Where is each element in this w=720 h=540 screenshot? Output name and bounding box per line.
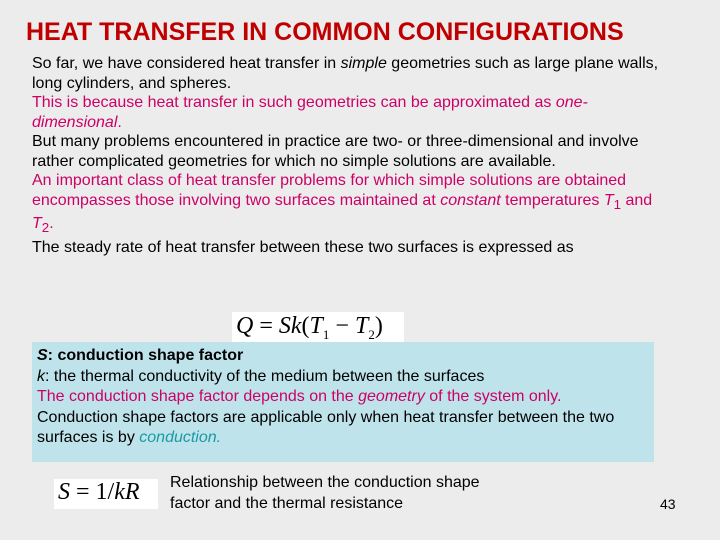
resistance-formula: S = 1/kR bbox=[58, 479, 140, 505]
resistance-equation bbox=[54, 479, 158, 509]
paragraph-2: This is because heat transfer in such geometries can be approximated as one-dimensional. bbox=[32, 94, 588, 131]
shape-factor-definition-box bbox=[32, 342, 654, 462]
emphasis-conduction: conduction. bbox=[139, 429, 222, 446]
page-number: 43 bbox=[660, 496, 676, 512]
heat-rate-formula: $Q = Sk(T_1 - T_2)$ bbox=[236, 313, 383, 342]
paragraph-4: An important class of heat transfer problems for which simple solutions are obtained encompasses those involving two surfaces maintained at constant temperatures $T_1$ and $T_2$. bbox=[32, 172, 653, 236]
emphasis-geometry: geometry bbox=[358, 388, 425, 405]
shape-factor-text bbox=[37, 346, 649, 449]
emphasis-one-dimensional: one-dimensional bbox=[32, 94, 588, 131]
k-definition: k: the thermal conductivity of the medium between the surfaces bbox=[37, 367, 485, 385]
paragraph-3: But many problems encountered in practice are two- or three-dimensional and involve rather complicated geometries for which no simple solutions are available. bbox=[32, 133, 639, 170]
s-definition: S: conduction shape factor bbox=[37, 347, 244, 364]
body-text bbox=[32, 54, 672, 257]
paragraph-5: The steady rate of heat transfer between these two surfaces is expressed as bbox=[32, 238, 574, 256]
heat-rate-equation bbox=[232, 312, 404, 344]
relation-caption: Relationship between the conduction shape factor and the thermal resistance bbox=[170, 474, 480, 512]
geometry-dependence: The conduction shape factor depends on the geometry of the system only. bbox=[37, 388, 562, 405]
slide-title: HEAT TRANSFER IN COMMON CONFIGURATIONS bbox=[26, 18, 624, 46]
conduction-applicability: Conduction shape factors are applicable only when heat transfer between the two surfaces is by conduction. bbox=[37, 408, 615, 446]
paragraph-1: So far, we have considered heat transfer in simple geometries such as large plane walls, long cylinders, and spheres. bbox=[32, 55, 659, 92]
emphasis-simple: simple bbox=[340, 55, 387, 72]
emphasis-constant: constant bbox=[440, 191, 501, 209]
